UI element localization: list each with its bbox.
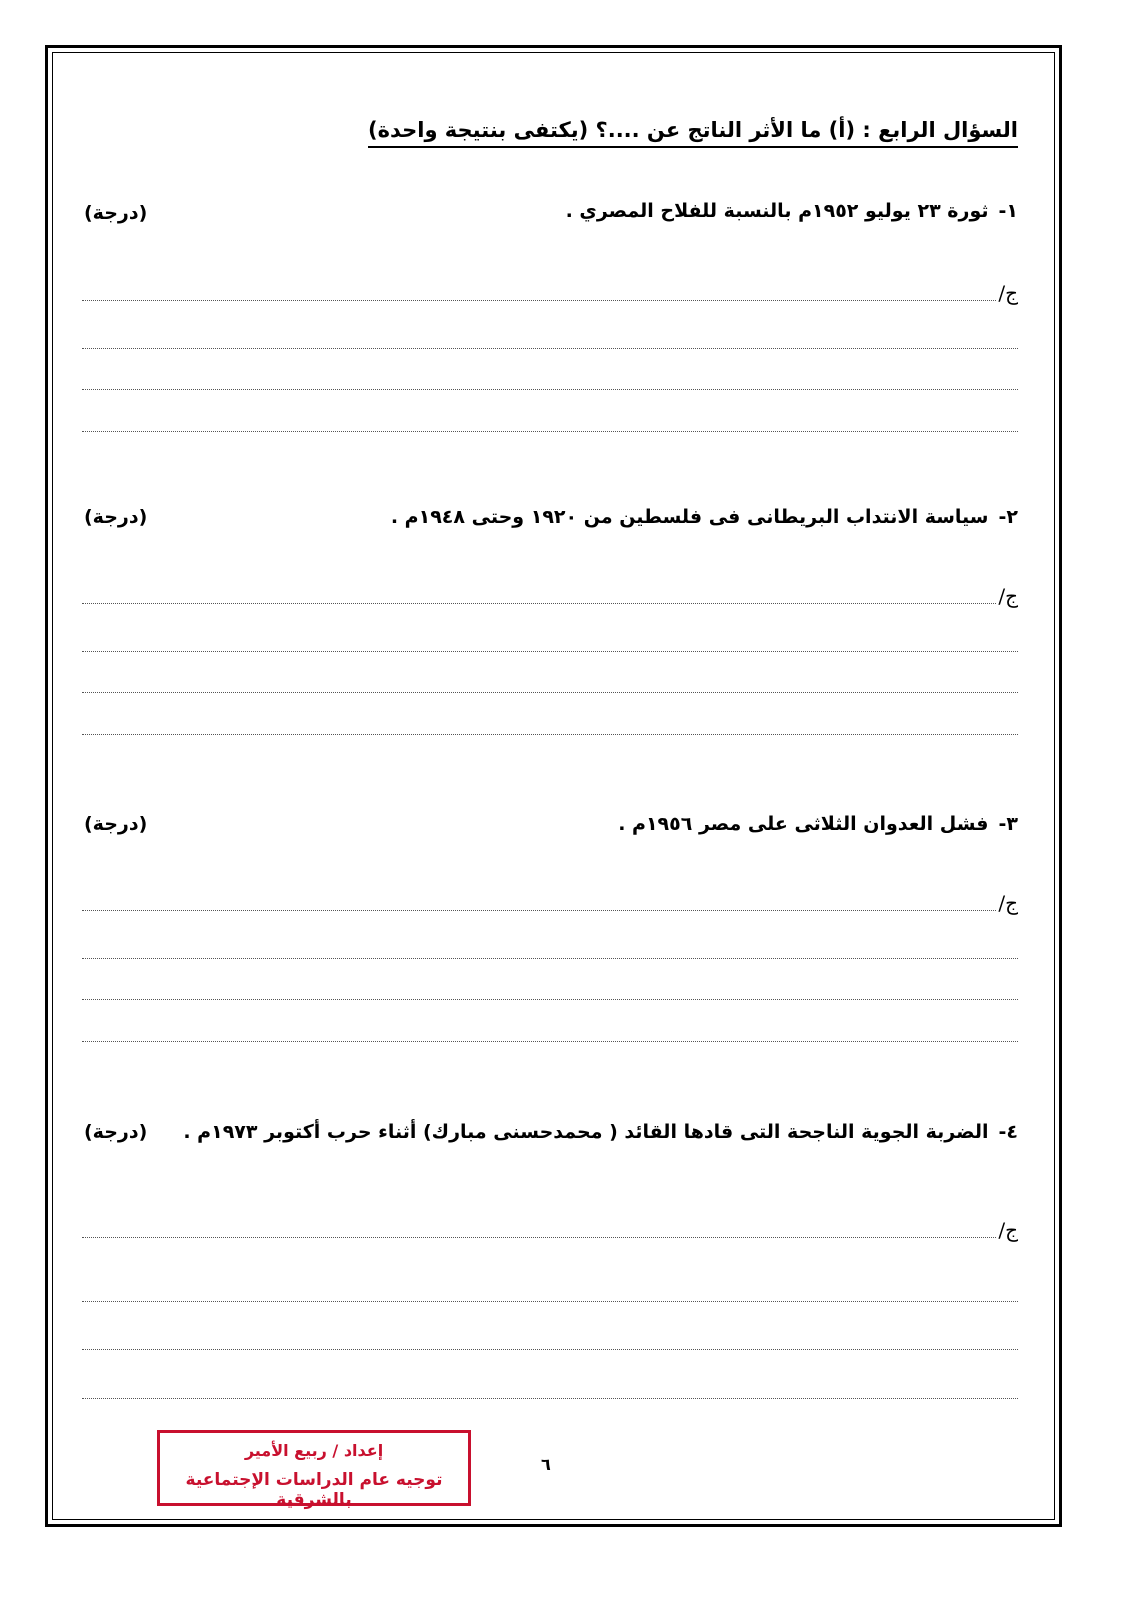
question-2-number: ٢- xyxy=(998,506,1018,528)
answer-4-line-2[interactable] xyxy=(82,1301,1018,1302)
answer-2-line-2[interactable] xyxy=(82,651,1018,652)
answer-4-line-3[interactable] xyxy=(82,1349,1018,1350)
question-1 xyxy=(566,200,1018,222)
answer-2-line-3[interactable] xyxy=(82,692,1018,693)
answer-2-line-4[interactable] xyxy=(82,734,1018,735)
answer-3-label: ج/ xyxy=(998,891,1018,915)
answer-3-line-3[interactable] xyxy=(82,999,1018,1000)
answer-4-label: ج/ xyxy=(998,1218,1018,1242)
question-title: السؤال الرابع : (أ) ما الأثر الناتج عن ....؟ (يكتفى بنتيجة واحدة) xyxy=(368,118,1018,148)
answer-1-line-2[interactable] xyxy=(82,348,1018,349)
question-4-number: ٤- xyxy=(998,1121,1018,1143)
question-2-mark: (درجة) xyxy=(84,506,148,528)
page-border-inner xyxy=(52,52,1055,1520)
question-4 xyxy=(183,1121,1018,1143)
question-3-number: ٣- xyxy=(998,813,1018,835)
answer-3-line-2[interactable] xyxy=(82,958,1018,959)
question-3-mark: (درجة) xyxy=(84,813,148,835)
answer-3-line-4[interactable] xyxy=(82,1041,1018,1042)
answer-4-line-1[interactable] xyxy=(82,1237,1018,1238)
answer-2-line-1[interactable] xyxy=(82,603,1018,604)
answer-3-line-1[interactable] xyxy=(82,910,1018,911)
question-1-mark: (درجة) xyxy=(84,202,148,224)
question-4-mark: (درجة) xyxy=(84,1121,148,1143)
question-4-text: الضربة الجوية الناجحة التى قادها القائد ( محمدحسنى مبارك) أثناء حرب أكتوبر ١٩٧٣م . xyxy=(183,1121,989,1143)
answer-2-label: ج/ xyxy=(998,584,1018,608)
stamp-author: إعداد / ربيع الأمير xyxy=(244,1441,384,1460)
stamp-department: توجيه عام الدراسات الإجتماعية بالشرقية xyxy=(185,1470,443,1510)
question-2 xyxy=(391,506,1018,528)
answer-1-line-1[interactable] xyxy=(82,300,1018,301)
question-1-number: ١- xyxy=(998,200,1018,222)
answer-1-line-4[interactable] xyxy=(82,431,1018,432)
answer-1-label: ج/ xyxy=(998,281,1018,305)
question-2-text: سياسة الانتداب البريطانى فى فلسطين من ١٩٢٠ وحتى ١٩٤٨م . xyxy=(390,506,989,528)
question-1-text: ثورة ٢٣ يوليو ١٩٥٢م بالنسبة للفلاح المصري . xyxy=(565,200,989,222)
page-number: ٦ xyxy=(541,1455,551,1474)
answer-1-line-3[interactable] xyxy=(82,389,1018,390)
author-stamp xyxy=(157,1430,471,1510)
answer-4-line-4[interactable] xyxy=(82,1398,1018,1399)
question-3 xyxy=(618,813,1018,835)
question-3-text: فشل العدوان الثلاثى على مصر ١٩٥٦م . xyxy=(618,813,989,835)
